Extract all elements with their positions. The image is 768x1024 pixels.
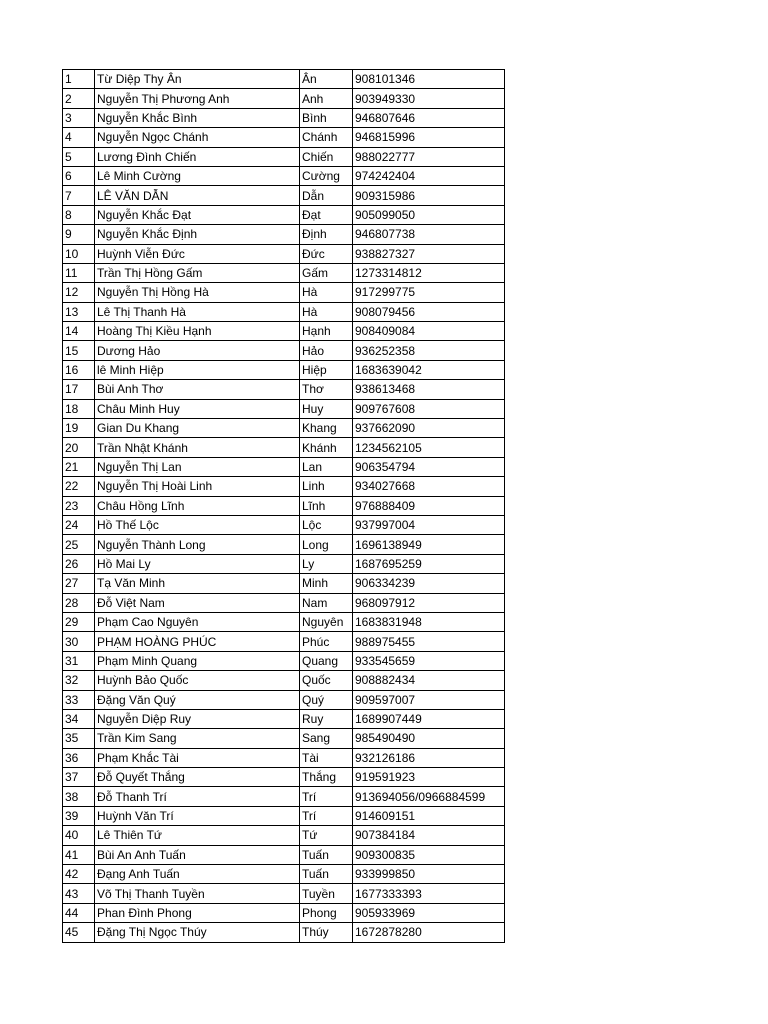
given-name-cell: Thơ [300,380,353,399]
phone-cell: 1677333393 [353,884,505,903]
given-name-cell: Quý [300,690,353,709]
full-name-cell: Dương Hảo [95,341,300,360]
full-name-cell: Từ Diệp Thy Ân [95,70,300,89]
full-name-cell: Phan Đình Phong [95,903,300,922]
row-number: 39 [63,806,95,825]
phone-cell: 933545659 [353,651,505,670]
table-row [63,89,505,108]
table-row [63,360,505,379]
full-name-cell: Trần Kim Sang [95,729,300,748]
full-name-cell: Võ Thị Thanh Tuyền [95,884,300,903]
full-name-cell: Đỗ Việt Nam [95,593,300,612]
table-row [63,70,505,89]
table-row [63,884,505,903]
full-name-cell: Lê Thị Thanh Hà [95,302,300,321]
table-row [63,787,505,806]
given-name-cell: Tuấn [300,845,353,864]
given-name-cell: Tài [300,748,353,767]
table-row [63,496,505,515]
given-name-cell: Quang [300,651,353,670]
phone-cell: 946815996 [353,128,505,147]
row-number: 34 [63,709,95,728]
table-row [63,651,505,670]
table-row [63,147,505,166]
full-name-cell: Huỳnh Văn Trí [95,806,300,825]
row-number: 10 [63,244,95,263]
given-name-cell: Tuấn [300,865,353,884]
row-number: 27 [63,574,95,593]
table-row [63,826,505,845]
row-number: 36 [63,748,95,767]
full-name-cell: Hồ Mai Ly [95,554,300,573]
table-row [63,709,505,728]
table-row [63,205,505,224]
given-name-cell: Lan [300,457,353,476]
given-name-cell: Tuyền [300,884,353,903]
table-row [63,380,505,399]
full-name-cell: Nguyễn Thành Long [95,535,300,554]
full-name-cell: Châu Hồng Lĩnh [95,496,300,515]
phone-cell: 933999850 [353,865,505,884]
full-name-cell: Huỳnh Bảo Quốc [95,671,300,690]
row-number: 23 [63,496,95,515]
given-name-cell: Anh [300,89,353,108]
phone-cell: 938827327 [353,244,505,263]
given-name-cell: Hạnh [300,322,353,341]
table-row [63,768,505,787]
table-row [63,593,505,612]
full-name-cell: Đặng Văn Quý [95,690,300,709]
table-row [63,632,505,651]
table-row [63,225,505,244]
phone-cell: 936252358 [353,341,505,360]
full-name-cell: Gian Du Khang [95,419,300,438]
phone-cell: 976888409 [353,496,505,515]
table-row [63,419,505,438]
table-row [63,671,505,690]
given-name-cell: Bình [300,108,353,127]
given-name-cell: Sang [300,729,353,748]
phone-cell: 913694056/0966884599 [353,787,505,806]
table-row [63,865,505,884]
row-number: 22 [63,477,95,496]
row-number: 8 [63,205,95,224]
row-number: 3 [63,108,95,127]
given-name-cell: Long [300,535,353,554]
table-row [63,302,505,321]
phone-cell: 903949330 [353,89,505,108]
table-row [63,244,505,263]
phone-cell: 908882434 [353,671,505,690]
full-name-cell: LÊ VĂN DẪN [95,186,300,205]
phone-cell: 908101346 [353,70,505,89]
table-row [63,748,505,767]
phone-cell: 932126186 [353,748,505,767]
full-name-cell: Nguyễn Thị Phương Anh [95,89,300,108]
phone-cell: 906354794 [353,457,505,476]
row-number: 31 [63,651,95,670]
full-name-cell: Nguyễn Khắc Bình [95,108,300,127]
given-name-cell: Phúc [300,632,353,651]
row-number: 17 [63,380,95,399]
phone-cell: 914609151 [353,806,505,825]
full-name-cell: Lê Thiên Tứ [95,826,300,845]
row-number: 12 [63,283,95,302]
row-number: 32 [63,671,95,690]
row-number: 40 [63,826,95,845]
table-row [63,166,505,185]
row-number: 33 [63,690,95,709]
phone-cell: 909767608 [353,399,505,418]
table-row [63,399,505,418]
row-number: 11 [63,263,95,282]
given-name-cell: Dẫn [300,186,353,205]
full-name-cell: Lương Đình Chiến [95,147,300,166]
phone-cell: 1683639042 [353,360,505,379]
phone-cell: 946807646 [353,108,505,127]
row-number: 19 [63,419,95,438]
given-name-cell: Lĩnh [300,496,353,515]
given-name-cell: Chiến [300,147,353,166]
full-name-cell: Bùi Anh Thơ [95,380,300,399]
table-row [63,457,505,476]
table-row [63,341,505,360]
phone-cell: 946807738 [353,225,505,244]
row-number: 2 [63,89,95,108]
given-name-cell: Nguyên [300,612,353,631]
phone-cell: 1234562105 [353,438,505,457]
row-number: 37 [63,768,95,787]
given-name-cell: Khang [300,419,353,438]
given-name-cell: Minh [300,574,353,593]
row-number: 9 [63,225,95,244]
table-row [63,903,505,922]
full-name-cell: Phạm Khắc Tài [95,748,300,767]
full-name-cell: Đặng Thị Ngọc Thúy [95,923,300,942]
row-number: 16 [63,360,95,379]
given-name-cell: Thúy [300,923,353,942]
phone-cell: 905933969 [353,903,505,922]
given-name-cell: Chánh [300,128,353,147]
given-name-cell: Gấm [300,263,353,282]
phone-cell: 909597007 [353,690,505,709]
phone-cell: 907384184 [353,826,505,845]
full-name-cell: Đỗ Quyết Thắng [95,768,300,787]
row-number: 28 [63,593,95,612]
given-name-cell: Linh [300,477,353,496]
table-row [63,729,505,748]
row-number: 25 [63,535,95,554]
row-number: 35 [63,729,95,748]
full-name-cell: Trần Thị Hồng Gấm [95,263,300,282]
row-number: 13 [63,302,95,321]
full-name-cell: Bùi An Anh Tuấn [95,845,300,864]
full-name-cell: Nguyễn Thị Lan [95,457,300,476]
full-name-cell: Nguyễn Khắc Định [95,225,300,244]
given-name-cell: Hà [300,283,353,302]
phone-cell: 1672878280 [353,923,505,942]
phone-cell: 988975455 [353,632,505,651]
table-row [63,515,505,534]
row-number: 21 [63,457,95,476]
table-row [63,438,505,457]
full-name-cell: Nguyễn Diệp Ruy [95,709,300,728]
table-row [63,128,505,147]
row-number: 43 [63,884,95,903]
table-row [63,477,505,496]
full-name-cell: Đỗ Thanh Trí [95,787,300,806]
phone-cell: 938613468 [353,380,505,399]
full-name-cell: Đạng Anh Tuấn [95,865,300,884]
row-number: 20 [63,438,95,457]
full-name-cell: Nguyễn Khắc Đạt [95,205,300,224]
phone-cell: 937662090 [353,419,505,438]
table-row [63,322,505,341]
full-name-cell: Phạm Cao Nguyên [95,612,300,631]
full-name-cell: Hồ Thế Lộc [95,515,300,534]
full-name-cell: PHẠM HOÀNG PHÚC [95,632,300,651]
table-row [63,186,505,205]
row-number: 4 [63,128,95,147]
given-name-cell: Tứ [300,826,353,845]
contact-table [62,69,505,943]
phone-cell: 917299775 [353,283,505,302]
full-name-cell: Châu Minh Huy [95,399,300,418]
full-name-cell: Huỳnh Viễn Đức [95,244,300,263]
full-name-cell: lê Minh Hiệp [95,360,300,379]
given-name-cell: Phong [300,903,353,922]
row-number: 26 [63,554,95,573]
phone-cell: 906334239 [353,574,505,593]
full-name-cell: Nguyễn Thị Hồng Hà [95,283,300,302]
row-number: 15 [63,341,95,360]
table-row [63,612,505,631]
row-number: 18 [63,399,95,418]
full-name-cell: Trần Nhật Khánh [95,438,300,457]
phone-cell: 908079456 [353,302,505,321]
given-name-cell: Cường [300,166,353,185]
phone-cell: 909315986 [353,186,505,205]
phone-cell: 1273314812 [353,263,505,282]
full-name-cell: Tạ Văn Minh [95,574,300,593]
row-number: 5 [63,147,95,166]
given-name-cell: Hảo [300,341,353,360]
row-number: 38 [63,787,95,806]
phone-cell: 968097912 [353,593,505,612]
full-name-cell: Nguyễn Ngọc Chánh [95,128,300,147]
given-name-cell: Định [300,225,353,244]
given-name-cell: Ân [300,70,353,89]
table-row [63,535,505,554]
full-name-cell: Nguyễn Thị Hoài Linh [95,477,300,496]
table-row [63,923,505,942]
row-number: 41 [63,845,95,864]
given-name-cell: Quốc [300,671,353,690]
given-name-cell: Thắng [300,768,353,787]
given-name-cell: Trí [300,787,353,806]
table-row [63,108,505,127]
full-name-cell: Hoàng Thị Kiều Hạnh [95,322,300,341]
row-number: 7 [63,186,95,205]
row-number: 24 [63,515,95,534]
given-name-cell: Đạt [300,205,353,224]
phone-cell: 988022777 [353,147,505,166]
full-name-cell: Lê Minh Cường [95,166,300,185]
table-row [63,806,505,825]
phone-cell: 985490490 [353,729,505,748]
phone-cell: 937997004 [353,515,505,534]
row-number: 30 [63,632,95,651]
given-name-cell: Khánh [300,438,353,457]
row-number: 1 [63,70,95,89]
given-name-cell: Trí [300,806,353,825]
table-row [63,845,505,864]
phone-cell: 1687695259 [353,554,505,573]
phone-cell: 1683831948 [353,612,505,631]
given-name-cell: Đức [300,244,353,263]
row-number: 44 [63,903,95,922]
phone-cell: 1689907449 [353,709,505,728]
row-number: 42 [63,865,95,884]
table-body [63,70,505,943]
given-name-cell: Huy [300,399,353,418]
table-row [63,574,505,593]
given-name-cell: Hà [300,302,353,321]
phone-cell: 908409084 [353,322,505,341]
table-row [63,283,505,302]
phone-cell: 974242404 [353,166,505,185]
table-row [63,690,505,709]
row-number: 6 [63,166,95,185]
given-name-cell: Lộc [300,515,353,534]
given-name-cell: Ly [300,554,353,573]
row-number: 29 [63,612,95,631]
given-name-cell: Ruy [300,709,353,728]
table-row [63,554,505,573]
phone-cell: 905099050 [353,205,505,224]
phone-cell: 919591923 [353,768,505,787]
given-name-cell: Hiệp [300,360,353,379]
full-name-cell: Phạm Minh Quang [95,651,300,670]
phone-cell: 934027668 [353,477,505,496]
table-row [63,263,505,282]
given-name-cell: Nam [300,593,353,612]
phone-cell: 909300835 [353,845,505,864]
phone-cell: 1696138949 [353,535,505,554]
row-number: 45 [63,923,95,942]
row-number: 14 [63,322,95,341]
